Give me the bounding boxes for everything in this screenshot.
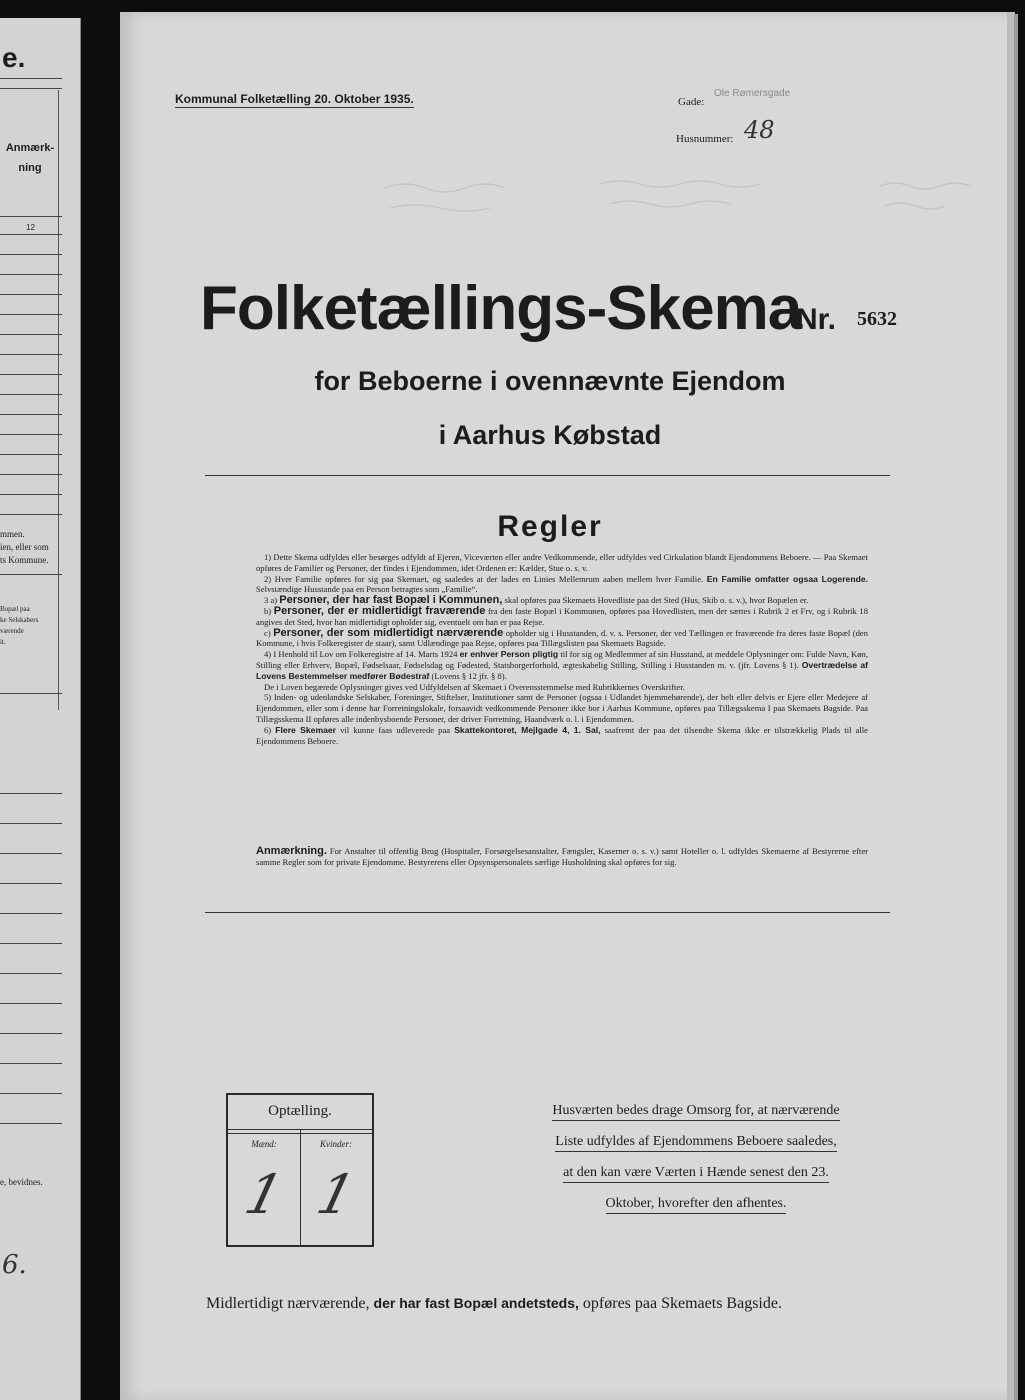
previous-page-text-line: e, bevidnes. — [0, 1177, 43, 1187]
rule-2-text-end: Selvstændige Husstande paa en Person betragtes som „Familie“. — [256, 584, 478, 595]
men-count: 1 — [238, 1163, 290, 1226]
column-number: 12 — [26, 223, 35, 232]
rule-1 — [256, 552, 868, 574]
rule-2 — [256, 574, 868, 596]
rule-6-text-end: saafremt der paa det tilsendte Skema ikke er tilstrækkelig Plads til alle Ejendommens Beboere. — [256, 724, 868, 746]
landlord-notice — [526, 1101, 866, 1225]
rule-3a-number: 3 a) — [264, 595, 278, 606]
previous-page-text-line: værende — [0, 627, 24, 635]
table-row-line — [0, 973, 62, 974]
previous-page-strip — [0, 18, 81, 1400]
rule — [0, 78, 62, 79]
women-count: 1 — [310, 1163, 362, 1226]
census-date-line: Kommunal Folketælling 20. Oktober 1935. — [175, 92, 414, 106]
remarks-column-header: Anmærk- ning — [5, 142, 55, 174]
rule-2-emphasis: En Familie omfatter ogsaa Logerende. — [706, 573, 868, 584]
rule — [0, 574, 62, 575]
footer-note — [206, 1295, 782, 1313]
table-row-line — [0, 354, 62, 355]
rule-6-number: 6) — [264, 724, 272, 735]
table-row-line — [0, 454, 62, 455]
rule-3a-heading: Personer, der har fast Bopæl i Kommunen, — [279, 594, 503, 607]
previous-page-text-line: Bopæl paa — [0, 605, 30, 613]
remark-paragraph — [256, 846, 868, 868]
women-label: Kvinder: — [320, 1139, 352, 1149]
landlord-notice-line: Oktober, hvorefter den afhentes. — [606, 1196, 787, 1214]
rule-4-continued — [256, 682, 868, 693]
rule-6-text: vil kunne faas udleverede paa — [340, 724, 451, 735]
form-title: Folketællings-Skema — [200, 274, 802, 343]
rule-3c-number: c) — [264, 627, 271, 638]
rule-1-text: 1) Dette Skema udfyldes eller besørges udfyldt af Ejeren, Viceværten eller andre Vedkommende, eller udfyldes ved Cirkulation blandt Ejendommens Beboere. — Paa Skemaet opføres de Familier og Personer, der findes i Ejendommen, idet Ordenen er: Kælder, Stue o. s. v. — [256, 552, 868, 573]
rule-4-reference: (Lovens § 12 jfr. § 8). — [431, 670, 507, 681]
form-number-label: Nr. — [796, 303, 837, 336]
rule-4-continued-text: De i Loven begærede Oplysninger gives ved Udfyldelsen af Skemaet i Overensstemmelse med Rubrikkernes Overskrifter. — [264, 681, 685, 692]
rule-6-emphasis: Flere Skemaer — [275, 724, 337, 735]
table-row-line — [0, 514, 62, 515]
divider — [205, 475, 890, 476]
rule-3a-text: skal opføres paa Skemaets Hovedliste paa det Sted (Hus, Skib o. s. v.), hvor Bopælen er. — [504, 595, 809, 606]
street-label: Gade: — [678, 96, 705, 108]
rule-4 — [256, 649, 868, 681]
rule — [0, 216, 62, 217]
rule-4-text-mid: til for sig og Medlemmer af sin Husstand, at meddele Oplysninger om: Fulde Navn, Køn, Stilling eller Erhverv, Bopæl, Fødselsaar, Fødselsdag og Fødested, Statsborgerforhold, ægteskabelig Stilling, Stilling i Husstanden m. v. (jfr. Lovens § 1). — [256, 649, 868, 670]
men-label: Mænd: — [251, 1139, 277, 1149]
rule-5 — [256, 692, 868, 724]
table-row-line — [0, 374, 62, 375]
rules-text — [256, 552, 868, 746]
table-row-line — [0, 414, 62, 415]
table-row-line — [0, 883, 62, 884]
table-row-line — [0, 334, 62, 335]
count-title: Optælling. — [268, 1103, 332, 1119]
house-number-label: Husnummer: — [676, 133, 734, 145]
table-row-line — [0, 1123, 62, 1124]
rule — [0, 234, 62, 235]
landlord-notice-line: Husværten bedes drage Omsorg for, at nærværende — [552, 1103, 839, 1121]
table-row-line — [0, 1063, 62, 1064]
landlord-notice-line: Liste udfyldes af Ejendommens Beboere saaledes, — [555, 1134, 836, 1152]
house-number-value: 48 — [744, 116, 775, 144]
rule-4-emphasis: er enhver Person pligtig — [459, 649, 559, 660]
remark-text: For Anstalter til offentlig Brug (Hospitaler, Forsørgelsesanstalter, Fængsler, Kaserner o. s. v.) samt Hoteller o. l. udfyldes Skemaerne af Bestyrerne efter samme Regler som for private Ejendomme. Bestyrerens eller Opsynspersonalets særlige Husholdning skal opføres for sig. — [256, 846, 868, 867]
table-row-line — [0, 1033, 62, 1034]
table-row-line — [0, 1093, 62, 1094]
rule-3b — [256, 606, 868, 628]
footer-text-end: opføres paa Skemaets Bagside. — [582, 1295, 782, 1312]
divider — [205, 912, 890, 913]
form-number-value: 5632 — [857, 308, 897, 330]
bleed-through-marks — [380, 170, 1020, 230]
table-row-line — [0, 793, 62, 794]
previous-page-text-line: ts Kommune. — [0, 555, 49, 565]
form-subtitle: for Beboerne i ovennævnte Ejendom — [314, 366, 786, 396]
table-row-line — [0, 1003, 62, 1004]
table-row-line — [0, 434, 62, 435]
rule-6-address: Skattekontoret, Mejlgade 4, 1. Sal, — [454, 724, 601, 735]
rule — [0, 88, 62, 89]
rule-3c — [256, 628, 868, 650]
rule-3c-text: opholder sig i Husstanden, d. v. s. Personer, der ved Tællingen er fraværende fra deres faste Bopæl (den Kommune, i hvis Folkeregister de staar), samt Udlændinge paa Rejse, opføres paa Tillægslisten paa Skemaets Bagside. — [256, 627, 868, 649]
rule-3b-heading: Personer, der er midlertidigt fraværende — [273, 604, 486, 617]
previous-page-text-line: ien, eller som — [0, 542, 49, 552]
table-row-line — [0, 823, 62, 824]
remark-label: Anmærkning. — [256, 845, 327, 857]
table-row-line — [0, 394, 62, 395]
landlord-notice-line: at den kan være Værten i Hænde senest den 23. — [563, 1165, 829, 1183]
table-row-line — [0, 294, 62, 295]
previous-page-text-line: ke Selskabers — [0, 616, 39, 624]
previous-page-text-line: it. — [0, 638, 6, 646]
rule-2-text: 2) Hver Familie opføres for sig paa Skemaet, og saaledes at der lades en Linies Mellemrum aaben mellem hver Familie. — [264, 573, 704, 584]
table-row-line — [0, 913, 62, 914]
column-divider — [58, 90, 59, 710]
previous-page-text-line: mmen. — [0, 529, 25, 539]
count-box — [226, 1093, 374, 1247]
rule-4-penalty: Overtrædelse af Lovens Bestemmelser medfører Bødestraf — [256, 659, 868, 681]
rules-heading: Regler — [497, 510, 603, 543]
table-row-line — [0, 853, 62, 854]
table-row-line — [0, 943, 62, 944]
rule-3b-text: fra den faste Bopæl i Kommunen, opføres paa Hovedlisten, men der sættes i Rubrik 2 et Frv, og i Rubrik 18 angives det Sted, hvor han midlertidigt opholder sig, eventuelt om han er paa Rejse. — [256, 605, 868, 627]
street-value: Ole Rømersgade — [714, 88, 791, 99]
table-row-line — [0, 314, 62, 315]
table-row-line — [0, 474, 62, 475]
footer-emphasis: der har fast Bopæl andetsteds, — [373, 1295, 579, 1311]
footer-text: Midlertidigt nærværende, — [206, 1295, 370, 1312]
previous-page-handwriting: 6. — [2, 1250, 27, 1280]
previous-page-title-fragment: e. — [2, 42, 26, 73]
table-row-line — [0, 274, 62, 275]
rule-5-text: 5) Inden- og udenlandske Selskaber, Foreninger, Stiftelser, Institutioner samt de Personer (ogsaa i Udlandet hjemmehørende), der helt eller delvis er Ejere eller Medejere af Ejendommen, eller som i denne har Forretningslokale, forsaavidt vedkommende Personer ikke bor i Aarhus Kommune, opføres paa Tillægsskema I paa Skemaets Bagside. Paa Tillægsskema II opføres alle indenbysboende Personer, der driver Forretning, Haandværk o. l. i Ejendommen. — [256, 692, 868, 724]
form-subtitle-city: i Aarhus Købstad — [438, 420, 662, 450]
rule-3b-number: b) — [264, 605, 272, 616]
rule-3c-heading: Personer, der som midlertidigt nærværende — [273, 626, 504, 639]
table-row-line — [0, 494, 62, 495]
rule — [0, 693, 62, 694]
rule-6 — [256, 725, 868, 747]
rule-4-text: 4) I Henhold til Lov om Folkeregistre af 14. Marts 1924 — [264, 649, 458, 660]
table-row-line — [0, 254, 62, 255]
